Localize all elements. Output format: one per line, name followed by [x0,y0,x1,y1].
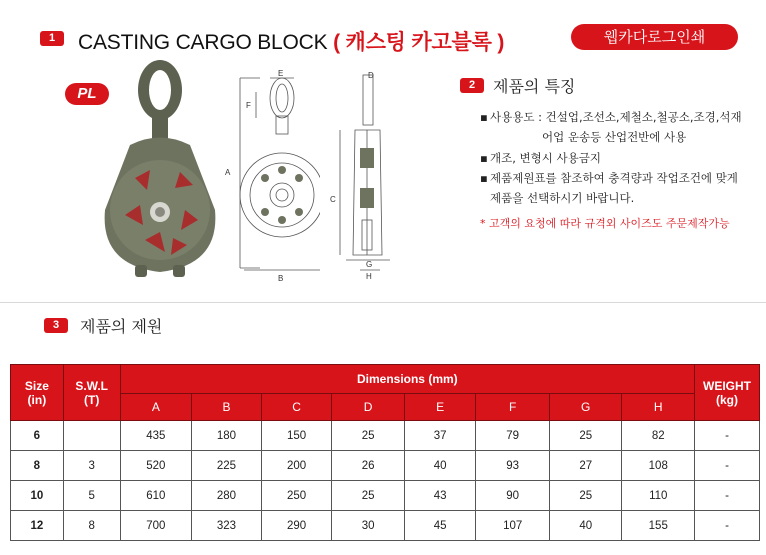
header-size: Size (in) [11,365,64,421]
section-divider [0,302,766,303]
cell-h: 155 [622,511,695,541]
header-weight: WEIGHT (kg) [695,365,760,421]
cell-d: 30 [332,511,405,541]
feature-item-usage: ▪ 사용용도 : 건설업,조선소,제철소,철공소,조경,석재 [480,110,742,124]
cell-c: 150 [261,421,332,451]
cell-swl: 8 [63,511,120,541]
cell-a: 435 [120,421,192,451]
cell-d: 25 [332,421,405,451]
header-col-a: A [120,394,192,421]
dim-label-g: G [366,260,373,269]
table-row [11,481,760,511]
cell-b: 180 [192,421,262,451]
brand-button[interactable]: 웹카다로그인쇄 [571,24,738,50]
cell-a: 520 [120,451,192,481]
cell-g: 27 [549,451,622,481]
header-col-h: H [622,394,695,421]
cell-b: 280 [192,481,262,511]
cell-g: 40 [549,511,622,541]
cell-g: 25 [549,421,622,451]
header-dimensions: Dimensions (mm) [120,365,694,394]
cell-b: 323 [192,511,262,541]
header-swl: S.W.L (T) [63,365,120,421]
cell-b: 225 [192,451,262,481]
features-title: 제품의 특징 [493,77,576,96]
cell-c: 250 [261,481,332,511]
dim-label-h: H [366,272,372,281]
header-col-c: C [261,394,332,421]
dim-label-d: D [368,71,374,80]
spec-table [10,364,760,541]
feature-item-selection-cont: 제품을 선택하시기 바랍니다. [490,191,635,205]
pl-logo: PL [65,83,109,105]
specs-number-badge: 3 [44,318,68,333]
cell-weight: - [695,451,760,481]
dim-label-c: C [330,195,336,204]
cell-size: 10 [11,481,64,511]
cell-d: 26 [332,451,405,481]
page-title [78,26,504,56]
cell-f: 93 [476,451,550,481]
cell-a: 700 [120,511,192,541]
cell-a: 610 [120,481,192,511]
table-row [11,451,760,481]
cell-swl [63,421,120,451]
cell-e: 40 [404,451,476,481]
dim-label-e: E [278,70,284,78]
cell-swl: 5 [63,481,120,511]
dim-label-a: A [225,168,231,177]
cell-f: 79 [476,421,550,451]
cell-weight: - [695,481,760,511]
cell-size: 6 [11,421,64,451]
table-row [11,421,760,451]
cell-g: 25 [549,481,622,511]
header-col-f: F [476,394,550,421]
dim-label-b: B [278,274,284,283]
cell-size: 8 [11,451,64,481]
header-col-g: G [549,394,622,421]
cell-h: 108 [622,451,695,481]
header-col-d: D [332,394,405,421]
table-row [11,511,760,541]
cell-d: 25 [332,481,405,511]
cargo-block-photo [95,60,225,290]
cell-f: 90 [476,481,550,511]
cell-e: 37 [404,421,476,451]
feature-item-selection: ▪ 제품제원표를 참조하여 충격량과 작업조건에 맞게 [480,171,738,185]
feature-item-no-modify: ▪ 개조, 변형시 사용금지 [480,151,601,165]
cell-c: 290 [261,511,332,541]
dim-label-f: F [246,101,251,110]
side-view-drawing [320,70,400,285]
cell-c: 200 [261,451,332,481]
cell-h: 110 [622,481,695,511]
cell-e: 45 [404,511,476,541]
header-col-e: E [404,394,476,421]
header-col-b: B [192,394,262,421]
cell-e: 43 [404,481,476,511]
features-number-badge: 2 [460,78,484,93]
cell-swl: 3 [63,451,120,481]
cell-h: 82 [622,421,695,451]
cell-weight: - [695,421,760,451]
feature-item-usage-cont: 어업 운송등 산업전반에 사용 [542,130,687,144]
section-number-badge: 1 [40,31,64,46]
front-view-drawing [220,70,320,285]
cell-weight: - [695,511,760,541]
title-korean: ( 캐스팅 카고블록 ) [333,31,505,54]
cell-f: 107 [476,511,550,541]
custom-order-note: * 고객의 요청에 따라 규격외 사이즈도 주문제작가능 [480,217,730,230]
cell-size: 12 [11,511,64,541]
title-english: CASTING CARGO BLOCK [78,31,328,54]
specs-title: 제품의 제원 [80,317,163,336]
